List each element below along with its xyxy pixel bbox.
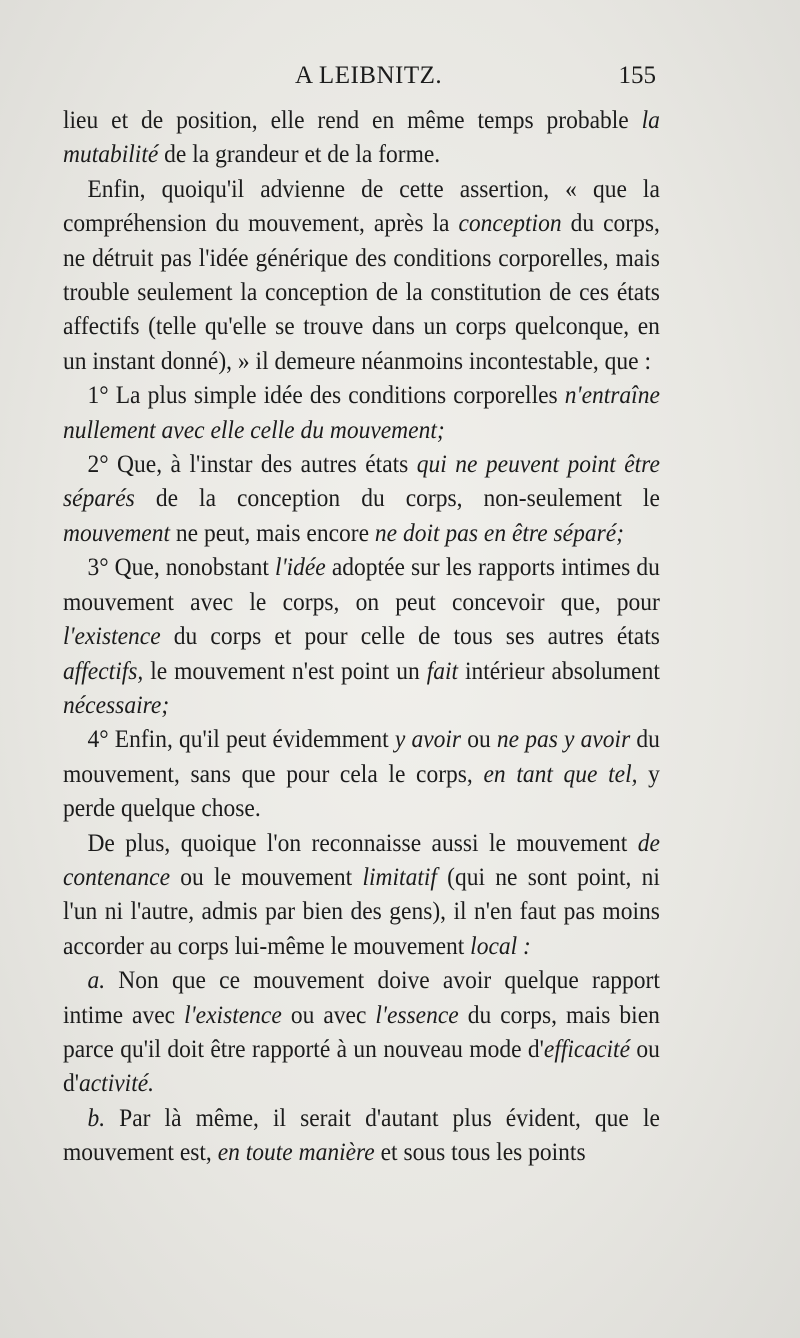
italic-run: la mutabilité [63, 107, 660, 169]
italic-run: l'existence [63, 623, 161, 651]
text-run: de la conception du corps, non-seulement le [134, 485, 660, 513]
text-run: ou d' [63, 1035, 660, 1098]
italic-run: qui ne peuvent point être séparés [63, 451, 660, 513]
text-run: 1° La plus simple idée des conditions corporelles [87, 382, 565, 410]
text-run: du corps et pour celle de tous ses autres états [160, 623, 660, 651]
paragraph-1 [63, 104, 660, 173]
paragraph-4 [63, 448, 660, 551]
text-run: adoptée sur les rapports intimes du mouvement avec le corps, on peut concevoir que, pour [63, 554, 660, 616]
italic-run: nécessaire; [63, 691, 170, 719]
text-run: ou [461, 726, 497, 754]
text-run: du corps, mais bien parce qu'il doit être rapporté à un nouveau mode d' [63, 1001, 660, 1063]
italic-run: b. [87, 1104, 106, 1132]
italic-run: y avoir [394, 726, 462, 754]
italic-run: local : [470, 932, 531, 960]
italic-run: a. [87, 967, 106, 995]
paragraph-8 [63, 964, 660, 1102]
page-header [0, 62, 800, 98]
italic-run: conception [458, 210, 562, 238]
paragraph-5 [63, 551, 660, 723]
italic-run: l'existence [184, 1001, 282, 1029]
italic-run: l'idée [275, 554, 326, 582]
text-run: du mouvement, sans que pour cela le corps, [63, 726, 660, 788]
running-title: A LEIBNITZ. [295, 62, 443, 89]
italic-run: activité. [78, 1070, 155, 1098]
italic-run: affectifs, [63, 657, 144, 685]
italic-run: limitatif [362, 863, 437, 891]
paragraph-9 [63, 1102, 660, 1171]
italic-run: en toute manière [217, 1139, 375, 1167]
italic-run: n'entraîne nullement avec elle celle du mouvement; [63, 382, 660, 444]
text-run: Non que ce mouvement doive avoir quelque rapport intime avec [63, 967, 660, 1029]
italic-run: ne pas y avoir [496, 726, 631, 754]
italic-run: en tant que tel, [483, 760, 638, 788]
text-run: 2° Que, à l'instar des autres états [87, 451, 417, 479]
text-run: 4° Enfin, qu'il peut évidemment [87, 726, 395, 754]
text-run: le mouvement n'est point un [143, 657, 427, 685]
paragraph-7 [63, 827, 660, 965]
text-run: lieu et de position, elle rend en même temps probable [63, 107, 642, 134]
paragraph-6 [63, 723, 660, 826]
italic-run: de contenance [63, 829, 660, 891]
text-run: 3° Que, nonobstant [87, 554, 276, 582]
text-run: ou le mouvement [170, 863, 363, 891]
paragraph-3 [63, 379, 660, 448]
body-text [63, 104, 660, 1171]
text-run: intérieur absolument [458, 657, 660, 685]
italic-run: l'essence [375, 1001, 459, 1029]
text-run: ne peut, mais encore [170, 519, 375, 547]
text-run: de la grandeur et de la forme. [158, 141, 441, 169]
text-run: y perde quelque chose. [63, 760, 660, 823]
text-run: et sous tous les points [374, 1139, 586, 1167]
page-number: 155 [618, 62, 656, 89]
text-run: ou avec [281, 1001, 376, 1029]
italic-run: fait [426, 657, 459, 685]
text-run: (qui ne sont point, ni l'un ni l'autre, admis par bien des gens), il n'en faut pas moins accorder au corps lui-même le mouvement [63, 863, 660, 960]
text-run: Enfin, quoiqu'il advienne de cette assertion, « que la compréhension du mouvement, après la [63, 175, 660, 238]
text-run: Par là même, il serait d'autant plus évident, que le mouvement est, [63, 1104, 660, 1167]
text-run: du corps, ne détruit pas l'idée générique des conditions corporelles, mais trouble seulement la conception de la constitution de ces états affectifs (telle qu'elle se trouve dans un corps quelconque, en un instant donné), » il demeure néanmoins incontestable, que : [63, 210, 660, 375]
italic-run: mouvement [63, 519, 171, 547]
text-run: De plus, quoique l'on reconnaisse aussi le mouvement [87, 829, 638, 857]
italic-run: ne doit pas en être séparé; [374, 519, 624, 547]
italic-run: efficacité [543, 1035, 631, 1063]
paragraph-2 [63, 173, 660, 379]
